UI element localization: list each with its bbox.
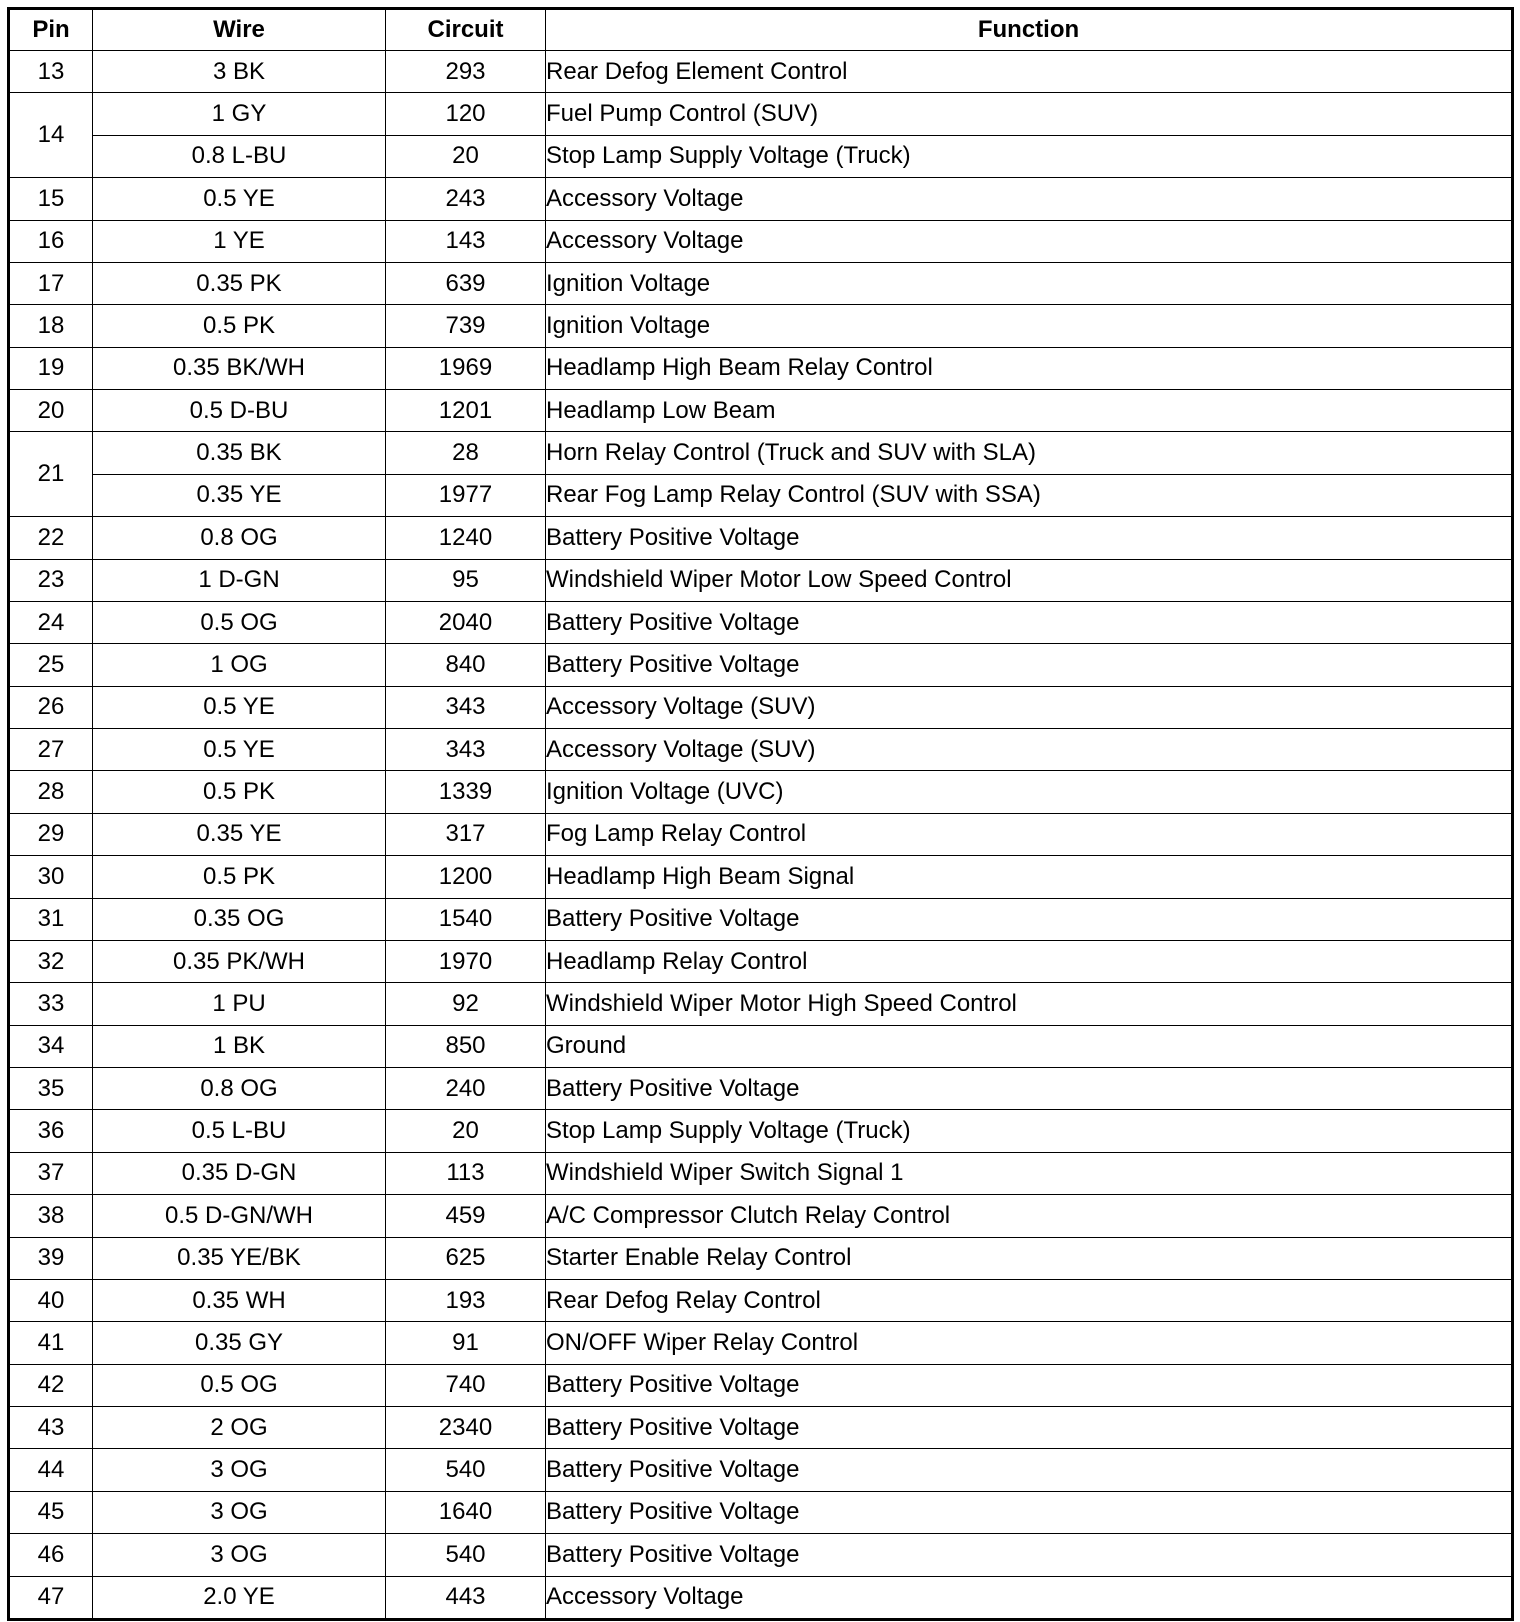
pin-cell: 13 <box>9 51 93 93</box>
pin-cell: 19 <box>9 347 93 389</box>
circuit-cell: 443 <box>386 1576 546 1620</box>
wire-cell: 0.35 YE <box>93 813 386 855</box>
circuit-cell: 1339 <box>386 771 546 813</box>
pin-cell: 22 <box>9 517 93 559</box>
circuit-cell: 2040 <box>386 601 546 643</box>
pin-cell: 43 <box>9 1407 93 1449</box>
pin-cell: 21 <box>9 432 93 517</box>
pin-cell: 14 <box>9 93 93 178</box>
function-cell: Headlamp Low Beam <box>546 390 1513 432</box>
pin-cell: 23 <box>9 559 93 601</box>
pin-cell: 29 <box>9 813 93 855</box>
circuit-cell: 343 <box>386 686 546 728</box>
wire-cell: 0.35 YE/BK <box>93 1237 386 1279</box>
wire-cell: 0.35 D-GN <box>93 1152 386 1194</box>
circuit-cell: 1240 <box>386 517 546 559</box>
header-function: Function <box>546 9 1513 51</box>
table-row <box>9 940 1513 982</box>
wire-cell: 1 GY <box>93 93 386 135</box>
circuit-cell: 1640 <box>386 1491 546 1533</box>
function-cell: Rear Fog Lamp Relay Control (SUV with SSA) <box>546 474 1513 516</box>
circuit-cell: 739 <box>386 305 546 347</box>
circuit-cell: 639 <box>386 262 546 304</box>
pin-cell: 16 <box>9 220 93 262</box>
pin-cell: 46 <box>9 1534 93 1576</box>
function-cell: Ignition Voltage (UVC) <box>546 771 1513 813</box>
function-cell: Battery Positive Voltage <box>546 644 1513 686</box>
function-cell: Accessory Voltage (SUV) <box>546 729 1513 771</box>
function-cell: Fuel Pump Control (SUV) <box>546 93 1513 135</box>
wire-cell: 2.0 YE <box>93 1576 386 1620</box>
table-row <box>9 1491 1513 1533</box>
table-row <box>9 729 1513 771</box>
table-row <box>9 347 1513 389</box>
table-row <box>9 432 1513 474</box>
wire-cell: 1 OG <box>93 644 386 686</box>
circuit-cell: 540 <box>386 1534 546 1576</box>
function-cell: Battery Positive Voltage <box>546 1364 1513 1406</box>
table-row <box>9 220 1513 262</box>
pin-cell: 47 <box>9 1576 93 1620</box>
wire-cell: 0.5 D-GN/WH <box>93 1195 386 1237</box>
function-cell: Windshield Wiper Motor High Speed Control <box>546 983 1513 1025</box>
wire-cell: 3 OG <box>93 1449 386 1491</box>
table-row <box>9 1110 1513 1152</box>
function-cell: Ignition Voltage <box>546 305 1513 347</box>
pin-cell: 26 <box>9 686 93 728</box>
wire-cell: 0.35 PK/WH <box>93 940 386 982</box>
circuit-cell: 459 <box>386 1195 546 1237</box>
circuit-cell: 113 <box>386 1152 546 1194</box>
pin-cell: 30 <box>9 856 93 898</box>
pin-cell: 40 <box>9 1279 93 1321</box>
circuit-cell: 28 <box>386 432 546 474</box>
circuit-cell: 1969 <box>386 347 546 389</box>
pin-cell: 38 <box>9 1195 93 1237</box>
pin-cell: 28 <box>9 771 93 813</box>
wire-cell: 0.5 PK <box>93 771 386 813</box>
header-pin: Pin <box>9 9 93 51</box>
function-cell: Fog Lamp Relay Control <box>546 813 1513 855</box>
circuit-cell: 840 <box>386 644 546 686</box>
function-cell: Stop Lamp Supply Voltage (Truck) <box>546 1110 1513 1152</box>
wire-cell: 3 OG <box>93 1534 386 1576</box>
wire-cell: 2 OG <box>93 1407 386 1449</box>
function-cell: Battery Positive Voltage <box>546 1449 1513 1491</box>
circuit-cell: 120 <box>386 93 546 135</box>
pin-cell: 42 <box>9 1364 93 1406</box>
function-cell: Headlamp High Beam Signal <box>546 856 1513 898</box>
table-row <box>9 898 1513 940</box>
function-cell: Ground <box>546 1025 1513 1067</box>
header-row <box>9 9 1513 51</box>
wire-cell: 0.35 BK/WH <box>93 347 386 389</box>
function-cell: A/C Compressor Clutch Relay Control <box>546 1195 1513 1237</box>
pin-cell: 45 <box>9 1491 93 1533</box>
function-cell: Battery Positive Voltage <box>546 1068 1513 1110</box>
function-cell: Battery Positive Voltage <box>546 1491 1513 1533</box>
wire-cell: 1 BK <box>93 1025 386 1067</box>
table-row <box>9 1407 1513 1449</box>
table-row <box>9 517 1513 559</box>
pin-cell: 32 <box>9 940 93 982</box>
table-row <box>9 474 1513 516</box>
function-cell: Headlamp High Beam Relay Control <box>546 347 1513 389</box>
circuit-cell: 740 <box>386 1364 546 1406</box>
table-row <box>9 51 1513 93</box>
function-cell: Horn Relay Control (Truck and SUV with SLA) <box>546 432 1513 474</box>
circuit-cell: 2340 <box>386 1407 546 1449</box>
pin-cell: 20 <box>9 390 93 432</box>
table-row <box>9 1534 1513 1576</box>
table-row <box>9 262 1513 304</box>
table-row <box>9 1322 1513 1364</box>
circuit-cell: 20 <box>386 1110 546 1152</box>
circuit-cell: 243 <box>386 178 546 220</box>
wire-cell: 0.5 OG <box>93 601 386 643</box>
wire-cell: 0.5 YE <box>93 729 386 771</box>
table-row <box>9 1068 1513 1110</box>
wire-cell: 3 OG <box>93 1491 386 1533</box>
circuit-cell: 1977 <box>386 474 546 516</box>
wire-cell: 0.35 GY <box>93 1322 386 1364</box>
table-row <box>9 390 1513 432</box>
circuit-cell: 91 <box>386 1322 546 1364</box>
function-cell: Accessory Voltage (SUV) <box>546 686 1513 728</box>
function-cell: Battery Positive Voltage <box>546 1407 1513 1449</box>
function-cell: Accessory Voltage <box>546 178 1513 220</box>
wire-cell: 3 BK <box>93 51 386 93</box>
circuit-cell: 20 <box>386 135 546 177</box>
circuit-cell: 1201 <box>386 390 546 432</box>
wire-cell: 0.5 D-BU <box>93 390 386 432</box>
circuit-cell: 1970 <box>386 940 546 982</box>
wire-cell: 0.5 YE <box>93 178 386 220</box>
table-row <box>9 1576 1513 1620</box>
wire-cell: 0.35 PK <box>93 262 386 304</box>
wire-cell: 1 YE <box>93 220 386 262</box>
table-row <box>9 813 1513 855</box>
wire-cell: 0.35 OG <box>93 898 386 940</box>
pin-cell: 34 <box>9 1025 93 1067</box>
circuit-cell: 143 <box>386 220 546 262</box>
function-cell: Accessory Voltage <box>546 220 1513 262</box>
table-row <box>9 1364 1513 1406</box>
pin-cell: 25 <box>9 644 93 686</box>
table-row <box>9 93 1513 135</box>
circuit-cell: 850 <box>386 1025 546 1067</box>
wire-cell: 1 PU <box>93 983 386 1025</box>
pin-cell: 33 <box>9 983 93 1025</box>
circuit-cell: 343 <box>386 729 546 771</box>
header-wire: Wire <box>93 9 386 51</box>
circuit-cell: 240 <box>386 1068 546 1110</box>
wire-cell: 0.35 WH <box>93 1279 386 1321</box>
wire-cell: 0.8 OG <box>93 517 386 559</box>
pin-cell: 35 <box>9 1068 93 1110</box>
function-cell: Rear Defog Relay Control <box>546 1279 1513 1321</box>
wire-cell: 0.5 PK <box>93 856 386 898</box>
table-row <box>9 1195 1513 1237</box>
table-row <box>9 983 1513 1025</box>
function-cell: Battery Positive Voltage <box>546 1534 1513 1576</box>
pin-cell: 41 <box>9 1322 93 1364</box>
function-cell: Windshield Wiper Switch Signal 1 <box>546 1152 1513 1194</box>
function-cell: Windshield Wiper Motor Low Speed Control <box>546 559 1513 601</box>
wire-cell: 0.35 BK <box>93 432 386 474</box>
function-cell: ON/OFF Wiper Relay Control <box>546 1322 1513 1364</box>
table-row <box>9 1449 1513 1491</box>
table-body <box>9 51 1513 1620</box>
function-cell: Headlamp Relay Control <box>546 940 1513 982</box>
table-row <box>9 644 1513 686</box>
pin-cell: 44 <box>9 1449 93 1491</box>
circuit-cell: 625 <box>386 1237 546 1279</box>
function-cell: Accessory Voltage <box>546 1576 1513 1620</box>
table-row <box>9 686 1513 728</box>
circuit-cell: 540 <box>386 1449 546 1491</box>
circuit-cell: 95 <box>386 559 546 601</box>
wire-cell: 0.8 OG <box>93 1068 386 1110</box>
function-cell: Battery Positive Voltage <box>546 517 1513 559</box>
table-row <box>9 1279 1513 1321</box>
circuit-cell: 193 <box>386 1279 546 1321</box>
pin-cell: 18 <box>9 305 93 347</box>
wire-cell: 0.35 YE <box>93 474 386 516</box>
pin-cell: 36 <box>9 1110 93 1152</box>
circuit-cell: 293 <box>386 51 546 93</box>
table-row <box>9 135 1513 177</box>
table-row <box>9 559 1513 601</box>
pin-cell: 27 <box>9 729 93 771</box>
pin-cell: 39 <box>9 1237 93 1279</box>
wire-cell: 0.5 YE <box>93 686 386 728</box>
function-cell: Starter Enable Relay Control <box>546 1237 1513 1279</box>
function-cell: Battery Positive Voltage <box>546 898 1513 940</box>
pin-cell: 17 <box>9 262 93 304</box>
function-cell: Stop Lamp Supply Voltage (Truck) <box>546 135 1513 177</box>
table-row <box>9 1025 1513 1067</box>
header-circuit: Circuit <box>386 9 546 51</box>
circuit-cell: 317 <box>386 813 546 855</box>
table-row <box>9 1152 1513 1194</box>
table-row <box>9 1237 1513 1279</box>
function-cell: Rear Defog Element Control <box>546 51 1513 93</box>
circuit-cell: 1540 <box>386 898 546 940</box>
pin-cell: 24 <box>9 601 93 643</box>
pin-cell: 31 <box>9 898 93 940</box>
wire-cell: 0.5 L-BU <box>93 1110 386 1152</box>
circuit-cell: 1200 <box>386 856 546 898</box>
table-row <box>9 771 1513 813</box>
pin-cell: 37 <box>9 1152 93 1194</box>
wire-cell: 0.8 L-BU <box>93 135 386 177</box>
table-row <box>9 856 1513 898</box>
wire-cell: 0.5 OG <box>93 1364 386 1406</box>
connector-pin-table <box>7 7 1514 1621</box>
function-cell: Ignition Voltage <box>546 262 1513 304</box>
table-row <box>9 178 1513 220</box>
circuit-cell: 92 <box>386 983 546 1025</box>
function-cell: Battery Positive Voltage <box>546 601 1513 643</box>
wire-cell: 1 D-GN <box>93 559 386 601</box>
wire-cell: 0.5 PK <box>93 305 386 347</box>
table-row <box>9 305 1513 347</box>
pin-cell: 15 <box>9 178 93 220</box>
table-row <box>9 601 1513 643</box>
